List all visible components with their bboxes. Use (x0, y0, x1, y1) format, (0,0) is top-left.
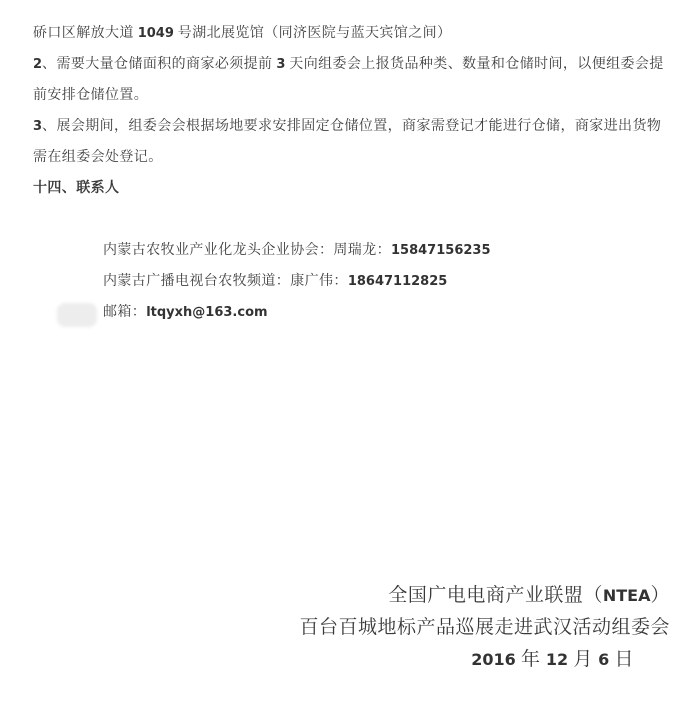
contact-line-tv-channel (103, 266, 672, 297)
blank-line (33, 204, 672, 235)
signature-org-line (299, 580, 670, 612)
item2-text-a: 、需要大量仓储面积的商家必须提前 (42, 57, 277, 72)
signature-block (299, 580, 670, 676)
exhibition-storage-line2: 需在组委会处登记。 (33, 150, 163, 165)
date-day: 6 (598, 650, 610, 669)
date-year: 2016 (471, 650, 516, 669)
document-body (33, 18, 672, 328)
date-year-label: 年 (515, 649, 546, 670)
venue-text-b: 号湖北展览馆（同济医院与蓝天宾馆之间） (173, 26, 452, 41)
date-month: 12 (545, 650, 569, 669)
email-address: ltqyxh@163.com (146, 305, 268, 320)
item3-number: 3 (33, 119, 43, 134)
item2-days-number: 3 (276, 57, 286, 72)
venue-text-a: 硚口区解放大道 (33, 26, 138, 41)
scan-artifact (57, 303, 97, 327)
storage-notice-line1 (33, 49, 672, 80)
venue-number: 1049 (137, 26, 174, 41)
exhibition-storage-line1 (33, 111, 672, 142)
contact-phone: 15847156235 (391, 243, 491, 258)
date-month-label: 月 (568, 649, 599, 670)
item3-text: 、展会期间，组委会会根据场地要求安排固定仓储位置，商家需登记才能进行仓储，商家进出货物 (42, 119, 662, 134)
signature-date-line (299, 644, 670, 676)
org-text-a: 全国广电电商产业联盟（ (388, 585, 603, 606)
venue-address-line (33, 18, 672, 49)
org-abbr: NTEA (602, 586, 651, 605)
date-day-label: 日 (609, 649, 634, 670)
item2-number: 2 (33, 57, 43, 72)
contact-label: 内蒙古农牧业产业化龙头企业协会：周瑞龙： (103, 243, 391, 258)
contact-phone: 18647112825 (347, 274, 448, 289)
email-label: 邮箱： (103, 305, 147, 320)
contact-label: 内蒙古广播电视台农牧频道：康广伟： (103, 274, 348, 289)
signature-committee-line: 百台百城地标产品巡展走进武汉活动组委会 (299, 617, 670, 638)
contact-line-email (103, 297, 672, 328)
contact-line-association (103, 235, 672, 266)
org-text-b: ） (650, 585, 670, 606)
item2-text-b: 天向组委会上报货品种类、数量和仓储时间，以便组委会提 (285, 57, 664, 72)
section-heading-contacts: 十四、联系人 (33, 181, 120, 196)
storage-notice-line2: 前安排仓储位置。 (33, 88, 149, 103)
